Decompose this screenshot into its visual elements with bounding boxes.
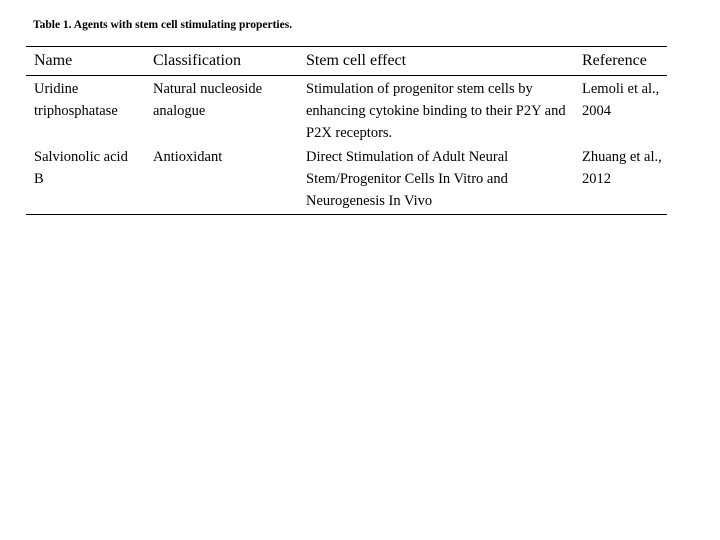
cell-stem-cell-effect: Stimulation of progenitor stem cells by enhancing cytokine binding to their P2Y and P2X receptors.: [306, 81, 566, 141]
table-row: [26, 76, 667, 146]
table-caption: Table 1. Agents with stem cell stimulating properties.: [33, 19, 293, 31]
column-header-classification: Classification: [153, 52, 241, 69]
cell-name: Uridine triphosphatase: [34, 81, 118, 119]
cell-name: Salvionolic acid B: [34, 149, 128, 187]
agents-table: [26, 46, 667, 215]
column-header-stem-cell-effect: Stem cell effect: [306, 52, 407, 69]
cell-stem-cell-effect: Direct Stimulation of Adult Neural Stem/Progenitor Cells In Vitro and Neurogenesis In Vivo: [306, 149, 509, 209]
cell-classification: Natural nucleoside analogue: [153, 81, 263, 119]
cell-reference: Zhuang et al., 2012: [582, 149, 662, 187]
column-header-reference: Reference: [582, 52, 647, 69]
cell-classification: Antioxidant: [153, 149, 223, 165]
table-row: [26, 145, 667, 215]
column-header-name: Name: [34, 52, 73, 69]
cell-reference: Lemoli et al., 2004: [582, 81, 660, 119]
table-header-row: [26, 47, 667, 76]
